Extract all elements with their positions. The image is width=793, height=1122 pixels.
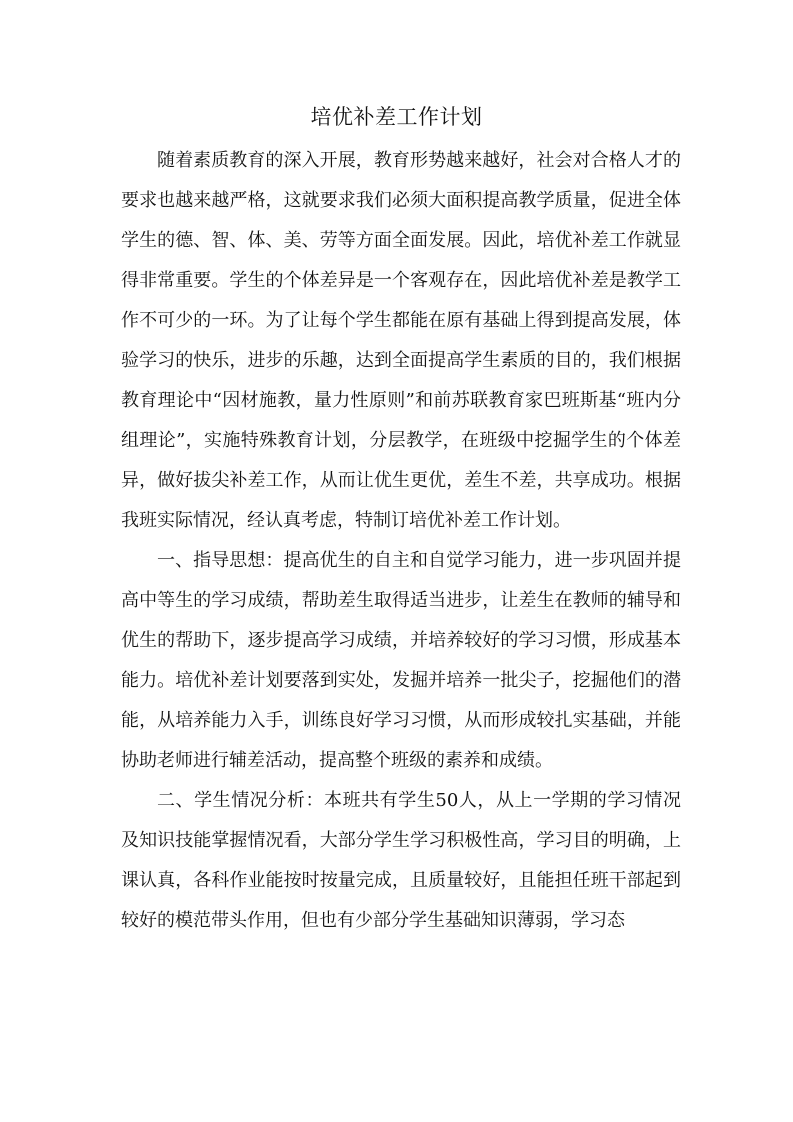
intro-paragraph: 随着素质教育的深入开展，教育形势越来越好，社会对合格人才的要求也越来越严格，这就要求我们必须大面积提高教学质量，促进全体学生的德、智、体、美、劳等方面全面发展。因此，培优补差工作就显得非常重要。学生的个体差异是一个客观存在，因此培优补差是教学工作不可少的一环。为了让每个学生都能在原有基础上得到提高发展，体验学习的快乐，进步的乐趣，达到全面提高学生素质的目的，我们根据教育理论中“因材施教，量力性原则”和前苏联教育家巴班斯基“班内分组理论”，实施特殊教育计划，分层教学，在班级中挖掘学生的个体差异，做好拔尖补差工作，从而让优生更优，差生不差，共享成功。根据我班实际情况，经认真考虑，特制订培优补差工作计划。 bbox=[121, 150, 681, 531]
student-analysis-paragraph: 二、学生情况分析：本班共有学生50人，从上一学期的学习情况及知识技能掌握情况看，大部分学生学习积极性高，学习目的明确，上课认真，各科作业能按时按量完成，且质量较好，且能担任班干部起到较好的模范带头作用，但也有少部分学生基础知识薄弱，学习态 bbox=[121, 790, 681, 931]
guiding-ideology-paragraph: 一、指导思想：提高优生的自主和自觉学习能力，进一步巩固并提高中等生的学习成绩，帮助差生取得适当进步，让差生在教师的辅导和优生的帮助下，逐步提高学习成绩，并培养较好的学习习惯，形成基本能力。培优补差计划要落到实处，发掘并培养一批尖子，挖掘他们的潜能，从培养能力入手，训练良好学习习惯，从而形成较扎实基础，并能协助老师进行辅差活动，提高整个班级的素养和成绩。 bbox=[121, 550, 681, 771]
document-title: 培优补差工作计划 bbox=[310, 105, 483, 129]
document-body bbox=[121, 141, 681, 941]
